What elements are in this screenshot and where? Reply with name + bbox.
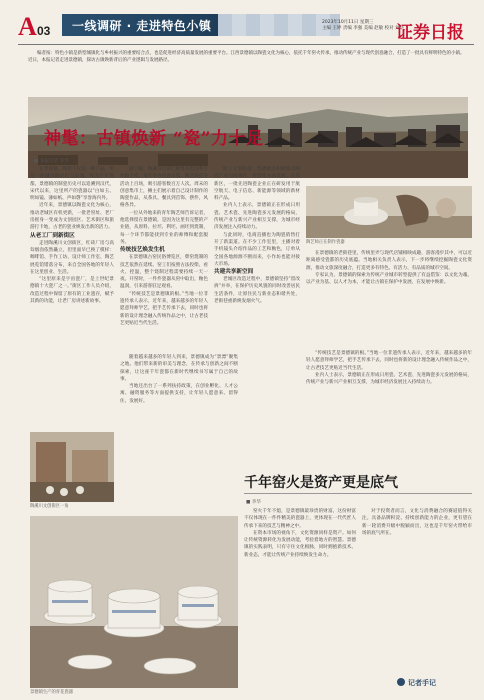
- street-photo: [30, 432, 114, 502]
- street-photo-illustration: [30, 432, 114, 502]
- editor-note: 编者按：特色小镇是新型城镇化与乡村振兴的重要结合点，也是促进经济高质量发展的重要平台。江西景德镇以陶瓷文化为核心，依托千年窑火传承，推动传统产业与现代创意融合，打造了一批具有鲜明特色的小镇。近日，本报记者走进景德镇，探访古镇焕新背后的产业逻辑与发展路径。: [28, 51, 465, 64]
- photo-caption: 陶溪川文创街区一角: [30, 504, 69, 509]
- porcelain-photo: [30, 516, 238, 688]
- paragraph: 走进陶溪川文创街区，红砖厂房与高耸烟囱依然矗立，但里面早已换了模样：咖啡馆、手作工坊、设计师工作室、陶艺展览馆错落分布，来自全国各地的年轻人在这里创业、生活。: [30, 240, 114, 275]
- subheading: 从老工厂到新街区: [30, 232, 75, 239]
- side-article-rule: [244, 493, 472, 494]
- side-article-author: ■ 李华: [246, 500, 261, 505]
- header-rule: [18, 44, 474, 45]
- porcelain-photo-illustration: [30, 516, 238, 688]
- paragraph: “传统技艺是景德镇的根。”当地一位非遗传承人表示，近年来，越来越多的年轻人愿意拜师学艺，把手艺传承下去，同时也将新的设计理念融入传统作品之中，让古老技艺更贴近当代生活。: [120, 291, 208, 326]
- paragraph: 与此同时，电商直播也为陶瓷销售打开了新渠道。在不少工作室里，主播对着手机镜头介绍作品的工艺和釉色，订单从全国各地源源不断而来，小作坊也能对接大市场。: [214, 232, 300, 267]
- editor-line: 主编 王婷 责编 李强 美编 赵敏 校对 刘华: [322, 26, 405, 31]
- subheading: 共建共享新空间: [214, 269, 254, 276]
- paragraph: 在景德镇，陶瓷不仅是一种产品，更是一座城市的记忆与灵魂。作为千年瓷都，景德镇的制瓷历史可以追溯到汉代，宋代以来，这里所产的瓷器以“白如玉、明如镜、薄如纸、声如磬”享誉海内外。: [30, 167, 114, 202]
- page-letter: A: [18, 12, 37, 41]
- paragraph: 据了解，陶溪川目前已聚集各类创业主体数千家，每年举办创意市集、陶艺展览等活动上百场，吸引游客数百万人次。周末的创意集市上，摊主们展示着自己设计制作的陶瓷作品，从茶具、餐具到首饰、摆件，风格各异。: [120, 167, 208, 209]
- paragraph: 业内人士表示，景德镇正在形成日用瓷、艺术瓷、先进陶瓷多元发展的格局，传统产业与新兴产业相互支撑，为城市经济发展注入持续动力。: [214, 203, 300, 231]
- photo-caption: 景德镇生产的青花瓷器: [30, 690, 73, 695]
- paragraph: 随着越来越多的年轻人到来，景德镇成为“景漂”聚集之地。他们带来新的审美与理念，在传承与创新之间不断探索，让这座千年瓷都在新时代继续书写属于自己的故事。: [120, 355, 238, 382]
- side-article-title: 千年窑火是资产更是底气: [244, 475, 398, 491]
- paragraph: 老城区改造过程中，景德镇坚持“留改拆”并举，在保护历史风貌的同时改善居民生活条件，让原住民与新业态和谐共处，老街巷重新焕发烟火气。: [214, 277, 300, 305]
- workshop-photo: [306, 186, 472, 238]
- reporter-notes-label: 记者手记: [408, 679, 436, 687]
- paragraph: 在景德镇的老街巷里，传统里弄与现代店铺相映成趣，游客漫步其中，可以近距离感受瓷都的历史底蕴。当地相关负责人表示，下一步将继续挖掘陶瓷文化资源，推动文旅深度融合，打造更多有特色、有活力、有品质的城市空间。: [306, 251, 472, 271]
- paragraph: 专家认为，景德镇的探索为传统产业城市转型提供了有益借鉴：以文化为魂、以产业为基、以人才为本，才能让古镇在保护中发展、在发展中焕新。: [306, 272, 472, 286]
- article-column-6: [306, 350, 472, 466]
- side-article-column-1: [244, 508, 356, 688]
- article-column-1: [30, 166, 114, 430]
- article-column-3: [214, 166, 300, 362]
- paragraph: 在景德镇古窑民俗博览区，柴窑烧制的技艺依然在延续。窑工们按照古法投柴、看火、控温，整个烧制过程需要持续一天一夜。开窑时，一件件瓷器从窑中取出，釉色温润，引来游客驻足观看。: [120, 255, 208, 290]
- paragraph: 在资本市场的视角下，文化资源同样是资产。如何让传统资源转化为发展动能，考验着地方的智慧。景德镇的实践表明，只有守住文化根脉，同时拥抱新技术、新业态，才能让传统产业持续焕发生命力。: [244, 530, 356, 558]
- paragraph: 除了文创旅游，景德镇还积极推动陶瓷产业向高端化、智能化方向发展。在高新区，一批先进陶瓷企业正在研发用于航空航天、电子信息、新能源等领域的新材料产品。: [214, 167, 300, 202]
- photo-caption: 陶艺师正在制作瓷器: [306, 240, 345, 245]
- date-line: 2023年10月11日 星期三: [322, 20, 374, 25]
- section-banner: [62, 14, 218, 36]
- newspaper-logo: 证券日报: [396, 23, 464, 43]
- notes-icon: [397, 678, 405, 686]
- page-number: 03: [37, 24, 51, 38]
- date-info: [322, 20, 404, 32]
- paragraph: “传统技艺是景德镇的根。”当地一位非遗传承人表示，近年来，越来越多的年轻人愿意拜师学艺，把手艺传承下去，同时也将新的设计理念融入传统作品之中，让古老技艺更贴近当代生活。: [306, 351, 472, 371]
- article-column-2: [120, 166, 208, 350]
- paragraph: 对于投资者而言，文化与消费融合的赛道值得关注。具备品牌积淀、持续创新能力的企业，更有望在新一轮消费升级中脱颖而出，这也是千年窑火带给市场的底气所在。: [362, 509, 472, 536]
- article-column-5: [120, 354, 238, 512]
- paragraph: “这里原来是宇宙瓷厂，是上世纪景德镇十大瓷厂之一。”街区工作人员介绍，改造过程中保留了原有的工业遗存，赋予其新的功能，让老厂房讲述新故事。: [30, 277, 114, 305]
- subheading: 传统技艺焕发生机: [120, 247, 165, 254]
- article-column-4: [306, 250, 472, 346]
- paragraph: 当地还出台了一系列扶持政策，在创业孵化、人才公寓、融资服务等方面提供支持，让年轻人愿意来、留得住、发展好。: [120, 384, 238, 404]
- article-title: 神髦：古镇焕新 “瓷”力十足: [44, 129, 264, 149]
- page-header: [0, 0, 484, 44]
- paragraph: 一位从外地来的青年陶艺师告诉记者，他选择留在景德镇，是因为这里有完整的产业链，从原料、拉坯、利坯、画坯到烧制，每一个环节都能找到专业的师傅和配套服务。: [120, 210, 208, 245]
- paragraph: 近年来，景德镇以陶瓷文化为核心，推动老城区有机更新，一批老窑址、老厂房摇身一变成为文创园区、艺术街区和旅游打卡地，古老的瓷业焕发出新的活力。: [30, 203, 114, 231]
- workshop-photo-illustration: [306, 186, 472, 238]
- section-banner-label: 一线调研 · 走进特色小镇: [72, 19, 212, 33]
- article-byline: ■ 本报记者 李华: [34, 159, 69, 164]
- paragraph: 业内人士表示，景德镇正在形成日用瓷、艺术瓷、先进陶瓷多元发展的格局，传统产业与新兴产业相互支撑，为城市经济发展注入持续动力。: [306, 372, 472, 386]
- side-article-column-2: [362, 508, 472, 674]
- paragraph: 窑火千年不熄，是景德镇最珍贵的财富。这份财富不仅体现在一件件精美的瓷器上，更体现在一代代匠人传承下来的技艺与精神之中。: [244, 509, 356, 529]
